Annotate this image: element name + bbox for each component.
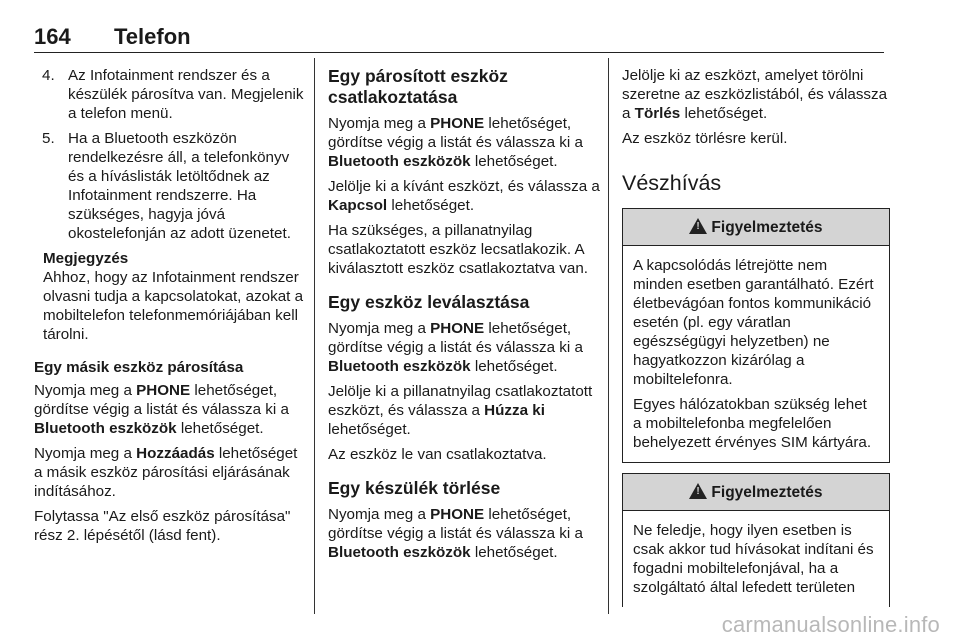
note-box bbox=[34, 249, 306, 344]
paragraph: Folytassa "Az első eszköz párosítása" rész 2. lépésétől (lásd fent). bbox=[34, 508, 291, 544]
note-text: Ahhoz, hogy az Infotainment rendszer olvasni tudja a kapcsolatokat, azokat a mobiltelefon telefonmemóriájában kell tárolni. bbox=[43, 269, 304, 343]
warning-box bbox=[622, 473, 890, 607]
section-heading: Egy készülék törlése bbox=[328, 478, 501, 498]
paragraph: Ne feledje, hogy ilyen esetben is csak akkor tud hívásokat indítani és fogadni mobiltelefonjával, ha a szolgáltató által lefedett területen bbox=[633, 522, 874, 596]
section-heading-large: Vészhívás bbox=[622, 171, 722, 195]
paragraph: Nyomja meg a PHONE lehetőséget, gördítse végig a listát és válassza ki a Bluetooth eszközök lehetőséget. bbox=[34, 382, 289, 437]
paragraph: Nyomja meg a Hozzáadás lehetőséget a másik eszköz párosítási eljárásának indításához. bbox=[34, 445, 298, 500]
paragraph: Nyomja meg a PHONE lehetőséget, gördítse végig a listát és válassza ki a Bluetooth eszközök lehetőséget. bbox=[328, 506, 583, 561]
paragraph: Egyes hálózatokban szükség lehet a mobiltelefonba megfelelően behelyezett érvényes SIM kártyára. bbox=[633, 396, 872, 451]
warning-title: Figyelmeztetés bbox=[711, 483, 823, 501]
warning-triangle-icon bbox=[689, 218, 707, 234]
warning-header bbox=[623, 209, 889, 246]
column-2 bbox=[328, 66, 600, 568]
warning-body bbox=[623, 511, 889, 607]
warning-body bbox=[623, 246, 889, 462]
column-divider bbox=[314, 58, 315, 614]
section-heading: Egy eszköz leválasztása bbox=[328, 292, 530, 312]
warning-triangle-icon bbox=[689, 483, 707, 499]
paragraph: Nyomja meg a PHONE lehetőséget, gördítse végig a listát és válassza ki a Bluetooth eszközök lehetőséget. bbox=[328, 115, 583, 170]
section-heading: Egy párosított eszköz csatlakoztatása bbox=[328, 66, 508, 107]
paragraph: Ha szükséges, a pillanatnyilag csatlakoztatott eszköz lecsatlakozik. A kiválasztott eszköz csatlakoztatva van. bbox=[328, 222, 588, 277]
list-item bbox=[34, 66, 306, 123]
column-divider bbox=[608, 58, 609, 614]
paragraph: Az eszköz törlésre kerül. bbox=[622, 130, 788, 147]
warning-box bbox=[622, 208, 890, 463]
watermark: carmanualsonline.info bbox=[721, 612, 940, 637]
page-title: Telefon bbox=[114, 24, 191, 49]
column-1 bbox=[34, 66, 306, 551]
list-number: 4. bbox=[42, 67, 55, 84]
page-header bbox=[34, 18, 884, 53]
page-number: 164 bbox=[34, 24, 71, 49]
list-text: Ha a Bluetooth eszközön rendelkezésre áll, a telefonkönyv és a híváslisták letöltődnek az Infotainment rendszerre. Ha szükséges, hagyja jóvá okostelefonján az adott üzenetet. bbox=[68, 130, 291, 242]
paragraph: Jelölje ki a pillanatnyilag csatlakoztatott eszközt, és válassza a Húzza ki lehetőséget. bbox=[328, 383, 593, 438]
warning-header bbox=[623, 474, 889, 511]
paragraph: A kapcsolódás létrejötte nem minden esetben garantálható. Ezért életbevágóan fontos kommunikáció esetén (pl. egy váratlan egészségügyi helyzetben) ne hagyatkozzon kizárólag a mobiltelefonra. bbox=[633, 257, 874, 388]
paragraph: Jelölje ki a kívánt eszközt, és válassza a Kapcsol lehetőséget. bbox=[328, 178, 600, 214]
note-title: Megjegyzés bbox=[43, 250, 129, 267]
column-3 bbox=[622, 66, 890, 617]
list-text: Az Infotainment rendszer és a készülék párosítva van. Megjelenik a telefon menü. bbox=[68, 67, 304, 122]
paragraph: Az eszköz le van csatlakoztatva. bbox=[328, 446, 547, 463]
warning-title: Figyelmeztetés bbox=[711, 218, 823, 236]
paragraph: Jelölje ki az eszközt, amelyet törölni szeretne az eszközlistából, és válassza a Törlés lehetőséget. bbox=[622, 67, 888, 122]
section-subtitle: Egy másik eszköz párosítása bbox=[34, 359, 244, 376]
paragraph: Nyomja meg a PHONE lehetőséget, gördítse végig a listát és válassza ki a Bluetooth eszközök lehetőséget. bbox=[328, 320, 583, 375]
list-item bbox=[34, 129, 306, 243]
list-number: 5. bbox=[42, 130, 55, 147]
